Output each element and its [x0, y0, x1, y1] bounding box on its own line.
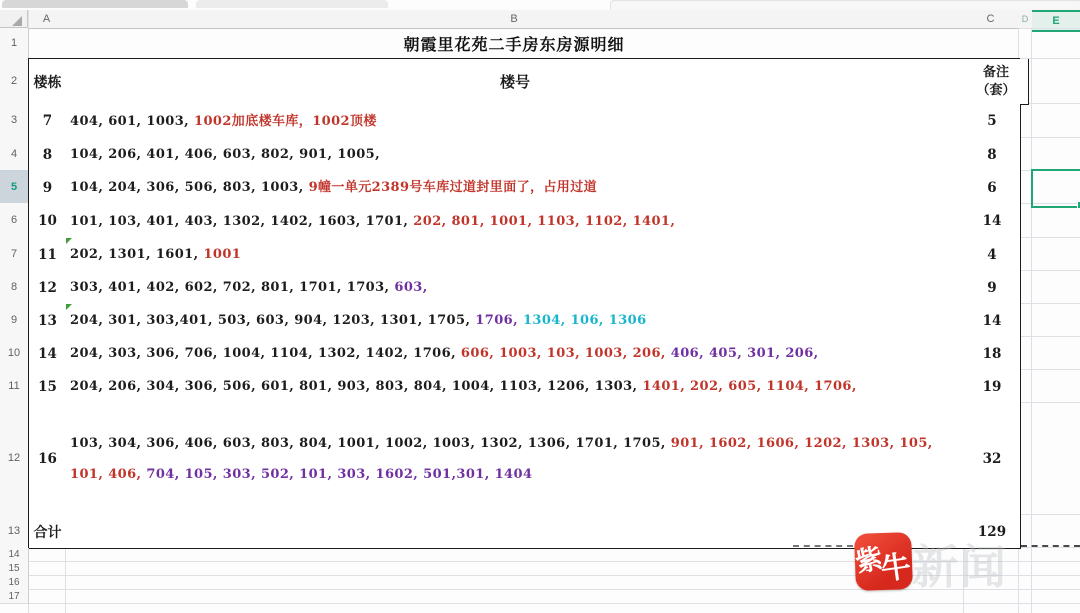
gridline — [1018, 28, 1019, 58]
gridline — [1019, 237, 1080, 238]
page-break-line — [793, 545, 853, 547]
watermark-text: 新闻 — [912, 540, 1008, 594]
unit-segment-purple: 1706, — [475, 313, 523, 328]
row-header-5[interactable]: 5 — [0, 170, 30, 204]
logo-char-2: 牛 — [878, 548, 914, 588]
gridline — [65, 547, 66, 613]
header-building[interactable]: 楼栋 — [29, 59, 67, 105]
gridline — [1019, 270, 1080, 271]
cell-building-10[interactable]: 10 — [29, 204, 67, 239]
header-note[interactable]: 备注（套） — [964, 59, 1029, 105]
unit-segment-black: 204, 301, 303,401, 503, 603, 904, 1203, 1301, 1705, — [70, 313, 476, 328]
column-header-E-selected[interactable]: E — [1032, 10, 1080, 32]
select-all-triangle-icon — [12, 16, 22, 26]
unit-segment-red: 1001 — [203, 247, 242, 262]
gridline — [1019, 137, 1080, 138]
total-count-cell[interactable]: 129 — [964, 515, 1021, 549]
unit-segment-black: 303, 401, 402, 602, 702, 801, 1701, 1703, — [70, 280, 395, 295]
gridline — [1019, 514, 1080, 515]
cell-count-7[interactable]: 5 — [964, 104, 1021, 139]
total-label-cell[interactable]: 合计 — [29, 515, 67, 549]
unit-segment-red: 202, 801, 1001, 1103, 1102, 1401, — [413, 213, 676, 229]
row-header-6[interactable]: 6 — [0, 203, 29, 238]
unit-segment-black: 204, 206, 304, 306, 506, 601, 801, 903, 803, 804, 1004, 1103, 1206, 1303, — [70, 379, 643, 394]
row-header-11[interactable]: 11 — [0, 369, 29, 403]
gridline — [1031, 28, 1032, 613]
sheet-title-cell[interactable]: 朝霞里花苑二手房东房源明细 — [403, 34, 625, 54]
cell-count-12[interactable]: 9 — [964, 271, 1021, 305]
cell-building-14[interactable]: 14 — [29, 337, 67, 371]
row-header-4[interactable]: 4 — [0, 137, 29, 171]
cell-units-12[interactable] — [66, 271, 972, 305]
column-header-C[interactable]: C — [963, 10, 1019, 29]
cell-building-9[interactable]: 9 — [29, 171, 67, 205]
cell-count-14[interactable]: 18 — [964, 337, 1021, 371]
cell-units-16[interactable] — [66, 403, 972, 516]
window-remnant — [196, 0, 388, 8]
unit-segment-red: 1002加底楼车库，1002顶楼 — [194, 113, 377, 129]
cell-units-15[interactable] — [66, 370, 972, 404]
cell-count-9[interactable]: 6 — [964, 171, 1021, 205]
cell-units-14[interactable] — [66, 337, 972, 371]
unit-segment-black: 103, 304, 306, 406, 603, 803, 804, 1001, 1002, 1003, 1302, 1306, 1701, 1705, — [70, 436, 671, 451]
selected-cell-outline[interactable] — [1031, 169, 1080, 208]
row-header-16[interactable]: 16 — [0, 575, 29, 590]
select-all-box[interactable] — [0, 10, 28, 28]
unit-segment-purple: 603, — [394, 280, 428, 295]
unit-segment-black: 104, 206, 401, 406, 603, 802, 901, 1005, — [70, 147, 381, 162]
row-header-14[interactable]: 14 — [0, 547, 29, 562]
cell-units-9[interactable] — [66, 171, 972, 205]
row-header-17[interactable]: 17 — [0, 589, 29, 604]
cell-count-10[interactable]: 14 — [964, 204, 1021, 239]
row-header-3[interactable]: 3 — [0, 103, 29, 138]
house-table — [28, 58, 1020, 548]
cell-count-15[interactable]: 19 — [964, 370, 1021, 404]
row-header-1[interactable]: 1 — [0, 28, 29, 59]
cell-units-10[interactable] — [66, 204, 972, 239]
window-remnant — [610, 0, 1080, 10]
total-empty-cell[interactable] — [66, 515, 965, 549]
gridline — [1019, 28, 1080, 29]
unit-segment-black: 101, 103, 401, 403, 1302, 1402, 1603, 1701, — [70, 213, 414, 229]
row-header-8[interactable]: 8 — [0, 270, 29, 304]
cell-building-7[interactable]: 7 — [29, 104, 67, 139]
cell-units-13[interactable] — [66, 304, 972, 338]
unit-segment-purple: 704, 105, 303, 502, 101, 303, 1602, 501,301, 1404 — [146, 467, 533, 482]
row-header-2[interactable]: 2 — [0, 58, 29, 104]
column-header-A[interactable]: A — [28, 10, 66, 29]
row-header-15[interactable]: 15 — [0, 561, 29, 576]
unit-segment-black: 104, 204, 306, 506, 803, 1003, — [70, 180, 309, 195]
error-indicator-icon — [66, 304, 72, 310]
ziniu-news-logo — [854, 532, 913, 591]
cell-building-13[interactable]: 13 — [29, 304, 67, 338]
cell-building-8[interactable]: 8 — [29, 138, 67, 172]
unit-segment-red: 9幢一单元2389号车库过道封里面了，占用过道 — [308, 180, 598, 195]
row-header-7[interactable]: 7 — [0, 237, 29, 271]
header-units[interactable]: 楼号 — [66, 59, 965, 105]
cell-count-8[interactable]: 8 — [964, 138, 1021, 172]
cell-units-8[interactable] — [66, 138, 972, 172]
cell-building-12[interactable]: 12 — [29, 271, 67, 305]
unit-segment-black: 204, 303, 306, 706, 1004, 1104, 1302, 1402, 1706, — [70, 346, 461, 361]
cell-units-11[interactable] — [66, 238, 972, 272]
gridline — [1019, 402, 1080, 403]
cell-count-11[interactable]: 4 — [964, 238, 1021, 272]
cell-count-13[interactable]: 14 — [964, 304, 1021, 338]
row-header-10[interactable]: 10 — [0, 336, 29, 370]
column-header-D[interactable]: D — [1018, 10, 1033, 29]
unit-segment-black: 202, 1301, 1601, — [70, 247, 204, 262]
gridline — [1019, 303, 1080, 304]
unit-segment-red: 901, 1602, 1606, 1202, 1303, 105, 101, 406, — [70, 436, 938, 482]
row-header-13[interactable]: 13 — [0, 514, 29, 548]
unit-segment-red: 1401, 202, 605, 1104, 1706, — [642, 379, 857, 394]
unit-segment-purple: 406, 405, 301, 206, — [670, 346, 819, 361]
cell-count-16[interactable]: 32 — [964, 403, 1021, 516]
logo-char-1: 紫 — [852, 542, 886, 579]
row-header-12[interactable]: 12 — [0, 402, 29, 515]
column-header-B[interactable]: B — [65, 10, 964, 29]
row-header-9[interactable]: 9 — [0, 303, 29, 337]
cell-building-11[interactable]: 11 — [29, 238, 67, 272]
unit-segment-black: 404, 601, 1003, — [70, 113, 195, 129]
gridline — [1019, 336, 1080, 337]
cell-building-16[interactable]: 16 — [29, 403, 67, 516]
cell-building-15[interactable]: 15 — [29, 370, 67, 404]
cell-units-7[interactable] — [66, 104, 972, 139]
window-remnant — [2, 0, 188, 8]
unit-segment-cyan: 1304, 106, 1306 — [522, 313, 647, 328]
gridline — [0, 603, 1080, 604]
unit-segment-red: 606, 1003, 103, 1003, 206, — [460, 346, 671, 361]
error-indicator-icon — [66, 238, 72, 244]
page-break-line — [1021, 545, 1080, 547]
gridline — [1019, 369, 1080, 370]
